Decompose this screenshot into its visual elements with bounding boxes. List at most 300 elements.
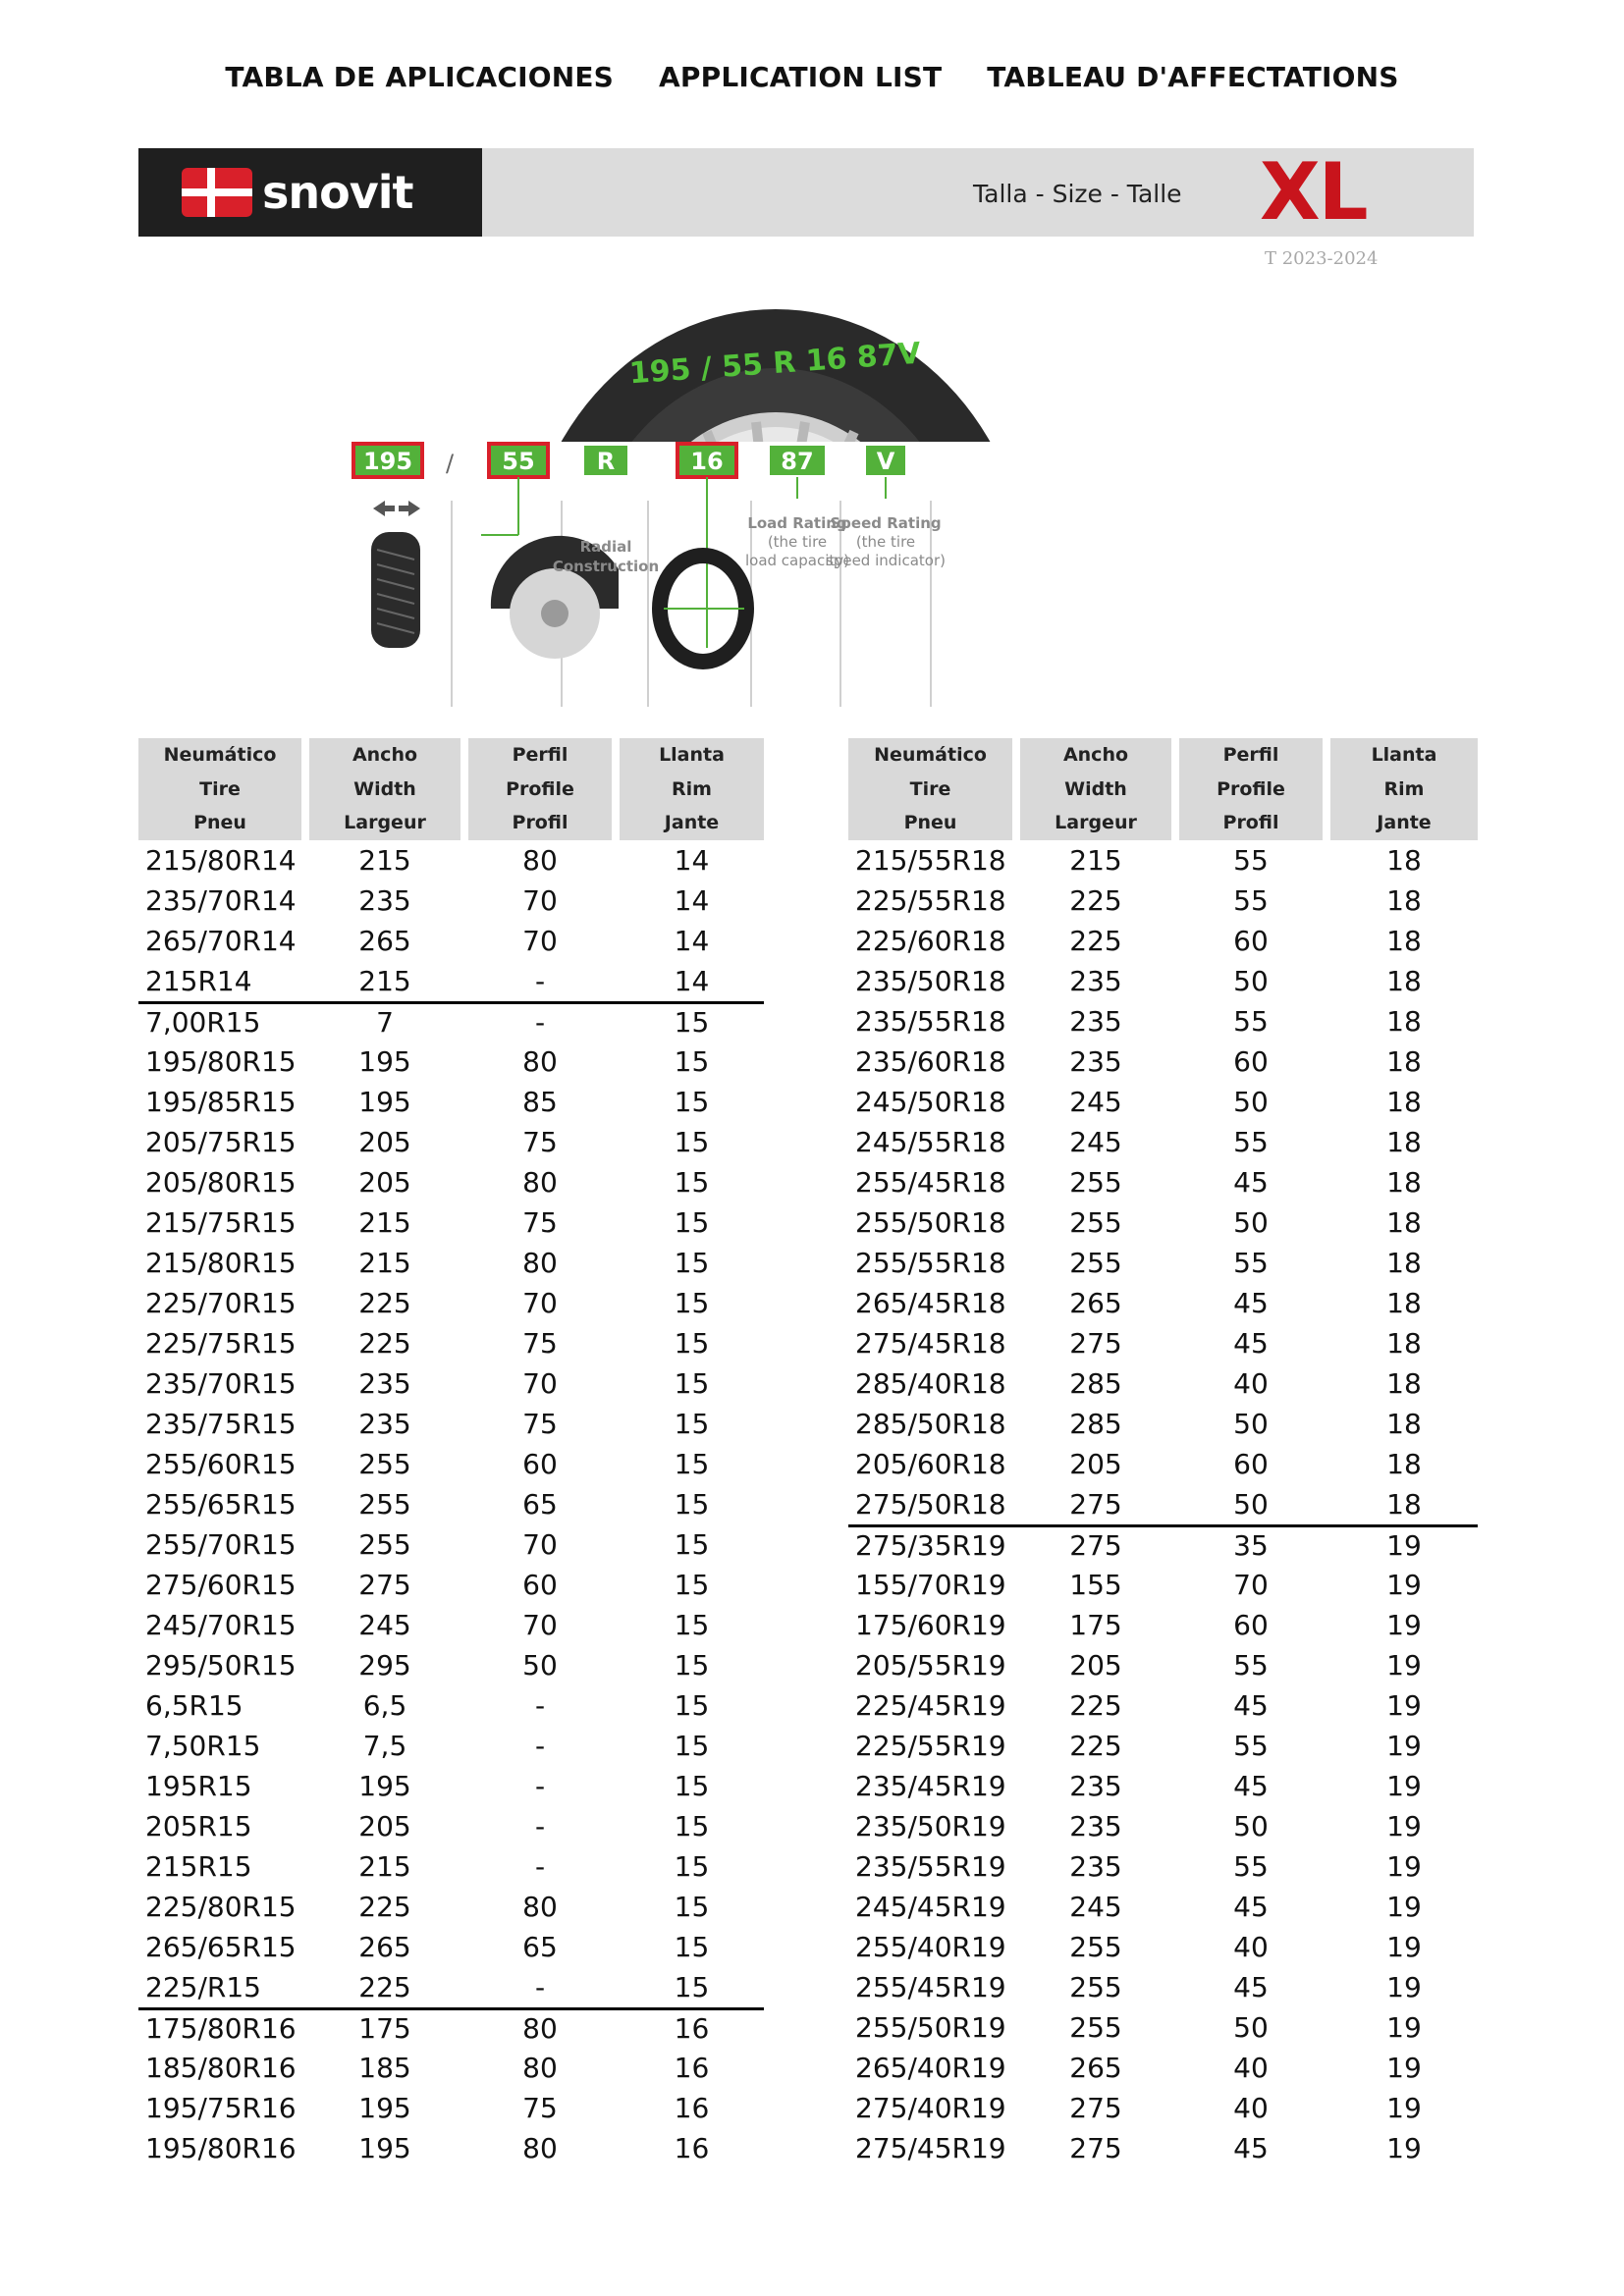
cell-gap <box>612 1484 620 1524</box>
table-row <box>138 1323 764 1363</box>
cell-gap <box>612 1162 620 1202</box>
cell-profile: - <box>534 1849 546 1883</box>
table-row <box>848 1605 1478 1645</box>
cell-gap <box>301 1041 309 1082</box>
cell-gap <box>1171 2007 1179 2048</box>
cell-profile: 40 <box>1233 1930 1269 1963</box>
table-row <box>138 881 764 921</box>
cell-profile: 60 <box>1233 924 1269 957</box>
cell-width: 275 <box>1069 1487 1122 1521</box>
cell-rim: 15 <box>674 1205 710 1239</box>
cell-gap <box>612 1001 620 1041</box>
table-row <box>138 1766 764 1806</box>
cell-gap <box>1171 2088 1179 2128</box>
cell-rim: 18 <box>1386 1366 1422 1400</box>
cell-tire: 205/60R18 <box>855 1447 1006 1480</box>
table-row <box>848 840 1478 881</box>
cell-gap <box>460 961 468 1001</box>
cell-gap <box>1012 1243 1020 1283</box>
cell-width: 195 <box>358 1769 411 1802</box>
cell-tire: 235/70R15 <box>145 1366 297 1400</box>
cell-gap <box>1323 1484 1330 1524</box>
cell-gap <box>1323 1243 1330 1283</box>
cell-gap <box>1012 1162 1020 1202</box>
cell-rim: 19 <box>1386 1648 1422 1682</box>
cell-gap <box>1012 1927 1020 1967</box>
cell-gap <box>1171 1162 1179 1202</box>
cell-rim: 19 <box>1386 1809 1422 1842</box>
cell-rim: 15 <box>674 1849 710 1883</box>
cell-gap <box>1171 1243 1179 1283</box>
cell-tire: 205/80R15 <box>145 1165 297 1199</box>
cell-width: 235 <box>358 1407 411 1440</box>
table-row <box>138 1243 764 1283</box>
cell-width: 255 <box>1069 1930 1122 1963</box>
cell-gap <box>460 1082 468 1122</box>
table-row <box>848 2128 1478 2168</box>
cell-tire: 175/60R19 <box>855 1608 1006 1641</box>
table-row <box>138 840 764 881</box>
cell-gap <box>460 1202 468 1243</box>
cell-width: 275 <box>1069 2091 1122 2124</box>
cell-gap <box>1171 1645 1179 1685</box>
code-load <box>770 446 825 475</box>
cell-profile: 60 <box>1233 1044 1269 1078</box>
cell-width: 215 <box>358 1246 411 1279</box>
table-row <box>138 1605 764 1645</box>
cell-rim: 18 <box>1386 1125 1422 1158</box>
cell-width: 235 <box>1069 1809 1122 1842</box>
cell-gap <box>1012 1404 1020 1444</box>
cell-profile: 65 <box>522 1487 558 1521</box>
cell-profile: 80 <box>468 2007 612 2048</box>
cell-tire: 255/70R15 <box>145 1527 297 1561</box>
cell-gap <box>301 1283 309 1323</box>
code-width <box>353 444 422 477</box>
cell-gap <box>460 1484 468 1524</box>
cell-tire: 275/60R15 <box>145 1568 297 1601</box>
rim-diameter-icon <box>660 477 746 662</box>
svg-text:16: 16 <box>690 448 724 475</box>
table-row <box>848 1685 1478 1726</box>
cell-width: 215 <box>358 1849 411 1883</box>
cell-gap <box>301 1202 309 1243</box>
cell-width: 215 <box>358 843 411 877</box>
cell-rim: 19 <box>1386 1970 1422 2003</box>
table-row <box>138 1122 764 1162</box>
cell-gap <box>301 1162 309 1202</box>
cell-rim: 15 <box>674 1487 710 1521</box>
cell-rim: 18 <box>1386 1286 1422 1319</box>
cell-tire: 215/80R14 <box>145 843 297 877</box>
cell-gap <box>1012 2088 1020 2128</box>
cell-gap <box>612 1685 620 1726</box>
cell-gap <box>1171 1927 1179 1967</box>
cell-width: 245 <box>1069 1085 1122 1118</box>
cell-gap <box>301 1967 309 2007</box>
tire-size-diagram <box>334 275 1218 707</box>
table-row <box>138 1645 764 1685</box>
cell-gap <box>1323 1283 1330 1323</box>
cell-tire: 195R15 <box>145 1769 252 1802</box>
cell-tire: 255/50R18 <box>855 1205 1006 1239</box>
cell-profile: 45 <box>1233 1769 1269 1802</box>
cell-gap <box>1012 2128 1020 2168</box>
table-row <box>848 2007 1478 2048</box>
cell-gap <box>301 961 309 1001</box>
table-row <box>138 1806 764 1846</box>
cell-width: 255 <box>358 1527 411 1561</box>
cell-width: 225 <box>358 1326 411 1360</box>
cell-profile: 55 <box>1233 843 1269 877</box>
table-header <box>138 738 764 840</box>
cell-gap <box>1012 1605 1020 1645</box>
cell-gap <box>1323 840 1330 881</box>
cell-tire: 265/65R15 <box>145 1930 297 1963</box>
cell-gap <box>1323 1967 1330 2007</box>
cell-tire: 225/70R15 <box>145 1286 297 1319</box>
cell-profile: 75 <box>522 1205 558 1239</box>
cell-gap <box>1323 1766 1330 1806</box>
cell-gap <box>460 1524 468 1565</box>
header-profile: Perfil Profile Profil <box>468 738 612 840</box>
cell-profile: 50 <box>1233 1809 1269 1842</box>
cell-profile: 80 <box>522 2051 558 2084</box>
cell-gap <box>612 1967 620 2007</box>
cell-gap <box>460 921 468 961</box>
cell-gap <box>612 1202 620 1243</box>
cell-gap <box>301 1524 309 1565</box>
cell-rim: 15 <box>674 1366 710 1400</box>
cell-tire: 185/80R16 <box>145 2051 297 2084</box>
cell-profile: 70 <box>522 1366 558 1400</box>
cell-width: 185 <box>358 2051 411 2084</box>
cell-gap <box>1171 1726 1179 1766</box>
cell-rim: 18 <box>1386 1246 1422 1279</box>
cell-gap <box>1323 1001 1330 1041</box>
cell-width: 265 <box>1069 1286 1122 1319</box>
table-row <box>848 1806 1478 1846</box>
cell-rim: 19 <box>1330 1524 1478 1565</box>
cell-tire: 245/70R15 <box>145 1608 297 1641</box>
cell-gap <box>1171 1444 1179 1484</box>
cell-gap <box>1323 2088 1330 2128</box>
cell-width: 195 <box>358 2131 411 2164</box>
cell-rim: 19 <box>1386 2131 1422 2164</box>
cell-rim: 14 <box>674 924 710 957</box>
cell-rim: 18 <box>1386 1085 1422 1118</box>
cell-gap <box>612 1444 620 1484</box>
cell-gap <box>301 1685 309 1726</box>
cell-gap <box>1323 1122 1330 1162</box>
cell-tire: 215/75R15 <box>145 1205 297 1239</box>
cell-gap <box>460 1283 468 1323</box>
cell-gap <box>612 1565 620 1605</box>
table-row <box>848 1726 1478 1766</box>
cell-gap <box>301 1082 309 1122</box>
cell-gap <box>1012 1524 1020 1565</box>
cell-gap <box>1323 2048 1330 2088</box>
header-rim: Llanta Rim Jante <box>1330 738 1478 840</box>
table-row <box>138 1082 764 1122</box>
cell-gap <box>301 2048 309 2088</box>
cell-rim: 18 <box>1386 964 1422 997</box>
cell-tire: 235/70R14 <box>145 883 297 917</box>
cell-profile: 80 <box>522 843 558 877</box>
cell-tire: 215/55R18 <box>855 843 1006 877</box>
cell-gap <box>460 1967 468 2007</box>
cell-rim: 15 <box>674 1729 710 1762</box>
cell-tire: 235/55R19 <box>855 1849 1006 1883</box>
cell-gap <box>1171 2128 1179 2168</box>
cell-width: 265 <box>358 924 411 957</box>
cell-gap <box>612 1323 620 1363</box>
cell-gap <box>612 1766 620 1806</box>
cell-rim: 14 <box>674 843 710 877</box>
cell-profile: 80 <box>522 2131 558 2164</box>
cell-width: 255 <box>1069 1970 1122 2003</box>
radial-label-line2: Construction <box>552 558 660 575</box>
cell-width: 7 <box>309 1001 460 1041</box>
cell-profile: 45 <box>1233 1286 1269 1319</box>
table-row <box>848 1041 1478 1082</box>
cell-tire: 265/40R19 <box>855 2051 1006 2084</box>
cell-gap <box>612 961 620 1001</box>
cell-gap <box>1323 1082 1330 1122</box>
cell-tire: 255/45R18 <box>855 1165 1006 1199</box>
cell-rim: 15 <box>674 1326 710 1360</box>
cell-width: 265 <box>358 1930 411 1963</box>
cell-gap <box>301 840 309 881</box>
cell-rim: 15 <box>674 1165 710 1199</box>
cell-gap <box>1323 1565 1330 1605</box>
cell-gap <box>1012 2007 1020 2048</box>
cell-rim: 19 <box>1386 2010 1422 2044</box>
cell-width: 175 <box>1069 1608 1122 1641</box>
cell-gap <box>301 1726 309 1766</box>
cell-profile: 45 <box>1233 2131 1269 2164</box>
cell-profile: - <box>534 964 546 997</box>
cell-rim: 19 <box>1386 1930 1422 1963</box>
cell-tire: 195/75R16 <box>145 2091 297 2124</box>
cell-rim: 18 <box>1386 1004 1422 1038</box>
cell-profile: 70 <box>1233 1568 1269 1601</box>
cell-gap <box>1012 1887 1020 1927</box>
cell-rim: 19 <box>1386 2051 1422 2084</box>
cell-tire: 245/45R19 <box>855 1890 1006 1923</box>
cell-profile: 60 <box>522 1568 558 1601</box>
cell-gap <box>1323 1323 1330 1363</box>
code-rim <box>677 444 736 477</box>
cell-tire: 225/75R15 <box>145 1326 297 1360</box>
cell-gap <box>612 1363 620 1404</box>
cell-gap <box>1012 1766 1020 1806</box>
speed-label-line3: speed indicator) <box>826 552 946 569</box>
cell-profile: 60 <box>522 1447 558 1480</box>
cell-gap <box>1171 1484 1179 1524</box>
cell-width: 205 <box>1069 1648 1122 1682</box>
cell-gap <box>1012 1041 1020 1082</box>
table-row <box>138 1927 764 1967</box>
cell-rim: 15 <box>674 1527 710 1561</box>
cell-rim: 15 <box>674 1809 710 1842</box>
speed-label-line1: Speed Rating <box>830 514 942 532</box>
cell-profile: 75 <box>522 1407 558 1440</box>
cell-gap <box>1171 1082 1179 1122</box>
cell-gap <box>1012 1363 1020 1404</box>
table-row <box>138 2048 764 2088</box>
cell-rim: 15 <box>674 1085 710 1118</box>
cell-tire: 275/45R19 <box>855 2131 1006 2164</box>
title-en: APPLICATION LIST <box>659 61 943 93</box>
cell-tire: 275/50R18 <box>855 1487 1006 1521</box>
cell-gap <box>1171 1283 1179 1323</box>
cell-tire: 245/50R18 <box>855 1085 1006 1118</box>
cell-tire: 275/45R18 <box>855 1326 1006 1360</box>
cell-tire: 235/55R18 <box>855 1004 1006 1038</box>
cell-gap <box>301 1363 309 1404</box>
cell-gap <box>612 921 620 961</box>
page-titles <box>0 61 1624 93</box>
cell-gap <box>460 1685 468 1726</box>
cell-profile: 50 <box>522 1648 558 1682</box>
cell-tire: 255/65R15 <box>145 1487 297 1521</box>
cell-width: 225 <box>1069 924 1122 957</box>
cell-gap <box>1323 1685 1330 1726</box>
table-row <box>848 1766 1478 1806</box>
header-width: Ancho Width Largeur <box>1020 738 1171 840</box>
cell-width: 195 <box>358 2091 411 2124</box>
cell-tire: 215/80R15 <box>145 1246 297 1279</box>
cell-rim: 15 <box>674 1930 710 1963</box>
cell-profile: 35 <box>1179 1524 1323 1565</box>
cell-gap <box>1323 1605 1330 1645</box>
cell-rim: 18 <box>1386 1326 1422 1360</box>
table-row <box>848 1404 1478 1444</box>
cell-gap <box>301 1766 309 1806</box>
cell-width: 6,5 <box>362 1688 407 1722</box>
table-row <box>138 1887 764 1927</box>
cell-gap <box>1012 1806 1020 1846</box>
cell-gap <box>1171 1967 1179 2007</box>
cell-profile: 55 <box>1233 1125 1269 1158</box>
cell-gap <box>1323 2128 1330 2168</box>
cell-rim: 19 <box>1386 1849 1422 1883</box>
cell-gap <box>301 1122 309 1162</box>
cell-gap <box>1171 1363 1179 1404</box>
cell-rim: 15 <box>674 1688 710 1722</box>
cell-gap <box>460 2128 468 2168</box>
cell-width: 195 <box>358 1085 411 1118</box>
cell-gap <box>612 840 620 881</box>
cell-gap <box>1012 1565 1020 1605</box>
cell-rim: 16 <box>674 2131 710 2164</box>
cell-gap <box>1171 921 1179 961</box>
cell-width: 235 <box>358 883 411 917</box>
cell-profile: 75 <box>522 2091 558 2124</box>
code-profile <box>489 444 548 477</box>
table-row <box>848 1001 1478 1041</box>
table-row <box>848 1444 1478 1484</box>
brand-logo <box>138 148 482 237</box>
cell-width: 245 <box>358 1608 411 1641</box>
code-radial <box>584 446 627 475</box>
cell-width: 205 <box>358 1809 411 1842</box>
cell-profile: - <box>534 1769 546 1802</box>
cell-gap <box>1323 1404 1330 1444</box>
cell-rim: 19 <box>1386 1568 1422 1601</box>
svg-text:195: 195 <box>362 448 413 475</box>
cell-profile: 80 <box>522 1044 558 1078</box>
table-row <box>848 1363 1478 1404</box>
speed-label-line2: (the tire <box>855 533 916 551</box>
cell-gap <box>1171 1887 1179 1927</box>
table-row <box>848 1202 1478 1243</box>
cell-gap <box>301 2088 309 2128</box>
table-row <box>138 1363 764 1404</box>
cell-profile: 65 <box>522 1930 558 1963</box>
cell-profile: 60 <box>1233 1447 1269 1480</box>
table-row <box>848 1243 1478 1283</box>
cell-tire: 265/45R18 <box>855 1286 1006 1319</box>
cell-gap <box>460 2007 468 2048</box>
table-row <box>848 961 1478 1001</box>
table-row <box>138 1967 764 2007</box>
table-row <box>138 1404 764 1444</box>
cell-tire: 215R15 <box>145 1849 252 1883</box>
header-tire: Neumático Tire Pneu <box>138 738 301 840</box>
cell-gap <box>1323 1726 1330 1766</box>
cell-tire: 175/80R16 <box>138 2007 301 2048</box>
load-label-line2: (the tire <box>767 533 828 551</box>
cell-gap <box>301 2007 309 2048</box>
table-row <box>138 2128 764 2168</box>
table-row <box>138 1202 764 1243</box>
cell-width: 205 <box>358 1125 411 1158</box>
cell-tire: 255/40R19 <box>855 1930 1006 1963</box>
cell-gap <box>460 1806 468 1846</box>
cell-gap <box>460 1605 468 1645</box>
cell-rim: 15 <box>620 1001 764 1041</box>
cell-profile: 45 <box>1233 1165 1269 1199</box>
table-row <box>138 2007 764 2048</box>
cell-gap <box>612 2088 620 2128</box>
cell-rim: 18 <box>1386 1205 1422 1239</box>
cell-gap <box>1171 1806 1179 1846</box>
cell-profile: 55 <box>1233 1648 1269 1682</box>
cell-rim: 18 <box>1386 1165 1422 1199</box>
svg-text:87: 87 <box>781 448 814 475</box>
cell-width: 255 <box>358 1447 411 1480</box>
header-width: Ancho Width Largeur <box>309 738 460 840</box>
cell-profile: 75 <box>522 1125 558 1158</box>
cell-profile: 50 <box>1233 1487 1269 1521</box>
table-row <box>138 1041 764 1082</box>
cell-gap <box>1012 961 1020 1001</box>
cell-gap <box>612 1726 620 1766</box>
table-row <box>138 921 764 961</box>
cell-gap <box>460 1243 468 1283</box>
cell-width: 235 <box>1069 1769 1122 1802</box>
cell-rim: 19 <box>1386 1608 1422 1641</box>
cell-gap <box>460 1846 468 1887</box>
cell-width: 285 <box>1069 1407 1122 1440</box>
cell-gap <box>1012 1202 1020 1243</box>
cell-gap <box>1171 1001 1179 1041</box>
size-value: XL <box>1260 146 1367 238</box>
cell-profile: 45 <box>1233 1326 1269 1360</box>
cell-gap <box>1323 1162 1330 1202</box>
